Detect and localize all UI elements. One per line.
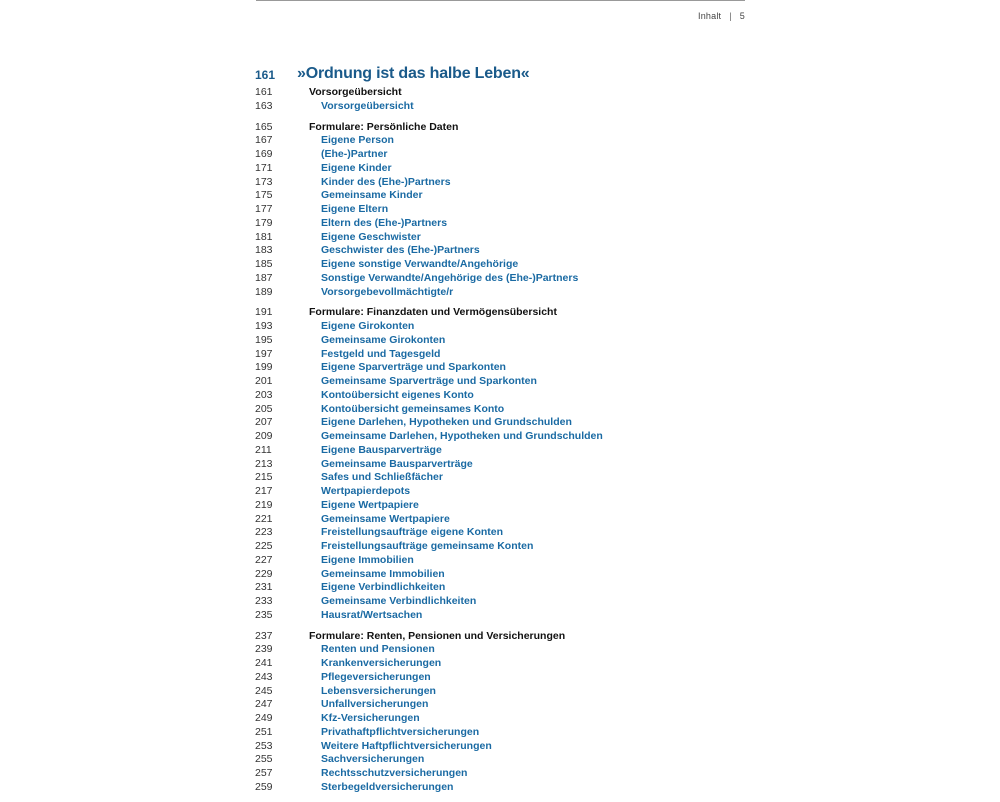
toc-page-number: 191 <box>255 306 273 319</box>
running-head-separator: | <box>729 11 732 21</box>
toc-entry-link[interactable] <box>255 781 815 795</box>
toc-group <box>255 306 815 622</box>
toc-page-number: 245 <box>255 684 273 697</box>
toc-entry-link[interactable] <box>255 513 815 527</box>
toc-section-label: Formulare: Persönliche Daten <box>309 120 459 133</box>
toc-page-number: 259 <box>255 780 273 793</box>
toc-page-number: 221 <box>255 512 273 525</box>
toc-page-number: 241 <box>255 657 273 669</box>
toc-entry-link[interactable] <box>255 430 815 444</box>
toc-page-number: 165 <box>255 120 273 133</box>
toc-group <box>255 630 815 795</box>
toc-page-number: 175 <box>255 189 273 202</box>
toc-entry-link[interactable] <box>255 286 815 300</box>
toc-page-number: 201 <box>255 375 273 387</box>
toc-page-number: 207 <box>255 416 273 429</box>
toc-entry-link[interactable] <box>255 698 815 712</box>
toc-page-number: 235 <box>255 608 273 621</box>
toc-page-number: 219 <box>255 498 273 511</box>
toc-entry-label: Eigene Person <box>321 134 394 147</box>
toc-entry-label: Gemeinsame Kinder <box>321 189 423 202</box>
toc-page-number: 249 <box>255 712 273 724</box>
toc-page-number: 161 <box>255 86 273 98</box>
toc-entry-link[interactable] <box>255 217 815 231</box>
toc-entry-link[interactable] <box>255 471 815 485</box>
toc-entry-link[interactable] <box>255 767 815 781</box>
toc-entry-link[interactable] <box>255 540 815 554</box>
toc-page-number: 187 <box>255 271 273 284</box>
toc-page-number: 169 <box>255 148 273 160</box>
running-head <box>600 11 745 21</box>
toc-entry-label: (Ehe-)Partner <box>321 148 388 160</box>
toc-entry-label: Eigene Bausparverträge <box>321 443 442 456</box>
toc-entry-link[interactable] <box>255 485 815 499</box>
toc-page-number: 167 <box>255 134 273 147</box>
toc-entry-label: Weitere Haftpflichtversicherungen <box>321 739 492 752</box>
toc-entry-label: Kontoübersicht eigenes Konto <box>321 388 474 401</box>
toc-entry-label: Kinder des (Ehe-)Partners <box>321 175 451 188</box>
toc-entry-link[interactable] <box>255 685 815 699</box>
toc-entry-link[interactable] <box>255 375 815 389</box>
toc-entry-label: Eigene sonstige Verwandte/Angehörige <box>321 258 519 270</box>
toc-page-number: 199 <box>255 361 273 374</box>
toc-entry-label: Pflegeversicherungen <box>321 670 431 683</box>
toc-page-number: 183 <box>255 244 273 257</box>
toc-page-number: 237 <box>255 629 273 642</box>
toc-entry-link[interactable] <box>255 712 815 726</box>
toc-page-number: 227 <box>255 553 273 566</box>
toc-entry-label: Rechtsschutzversicherungen <box>321 767 468 779</box>
toc-entry-label: Sachversicherungen <box>321 753 425 766</box>
toc-entry-label: Festgeld und Tagesgeld <box>321 347 441 360</box>
toc-entry-label: Geschwister des (Ehe-)Partners <box>321 244 480 257</box>
toc-page-number: 257 <box>255 767 273 779</box>
toc-page-number: 193 <box>255 320 273 332</box>
toc-entry-label: Gemeinsame Bausparverträge <box>321 457 473 470</box>
toc-page-number: 223 <box>255 526 273 539</box>
toc-entry-label: Eigene Kinder <box>321 161 392 174</box>
toc-entry-link[interactable] <box>255 554 815 568</box>
toc-entry-link[interactable] <box>255 231 815 245</box>
toc-page-number: 255 <box>255 753 273 766</box>
toc-section-heading[interactable] <box>255 306 815 320</box>
running-head-page-number: 5 <box>739 11 745 21</box>
toc-entry-label: Vorsorgeübersicht <box>321 99 414 112</box>
toc-entry-link[interactable] <box>255 740 815 754</box>
toc-page-number: 185 <box>255 258 273 270</box>
toc-entry-label: Eigene Verbindlichkeiten <box>321 581 446 594</box>
toc-entry-link[interactable] <box>255 100 815 114</box>
toc-page-number: 225 <box>255 540 273 552</box>
toc-entry-label: Eigene Sparverträge und Sparkonten <box>321 361 506 374</box>
toc-page-number: 189 <box>255 285 273 298</box>
toc-page-number: 233 <box>255 595 273 607</box>
toc-entry-link[interactable] <box>255 458 815 472</box>
toc-page-number: 217 <box>255 485 273 497</box>
chapter-heading[interactable] <box>255 66 755 86</box>
toc-entry-label: Eigene Immobilien <box>321 553 414 566</box>
toc-page-number: 215 <box>255 471 273 484</box>
toc-entry-link[interactable] <box>255 244 815 258</box>
toc-entry-label: Krankenversicherungen <box>321 657 442 669</box>
toc-section-label: Formulare: Renten, Pensionen und Versicherungen <box>309 629 566 642</box>
toc-entry-label: Gemeinsame Girokonten <box>321 333 446 346</box>
toc-entry-label: Sonstige Verwandte/Angehörige des (Ehe-)Partners <box>321 271 579 284</box>
toc-entry-label: Safes und Schließfächer <box>321 471 443 484</box>
toc-entry-label: Eigene Geschwister <box>321 230 421 243</box>
toc-entry-link[interactable] <box>255 609 815 623</box>
toc-entry-link[interactable] <box>255 162 815 176</box>
toc-page-number: 209 <box>255 430 273 442</box>
toc-entry-link[interactable] <box>255 403 815 417</box>
toc-entry-label: Gemeinsame Verbindlichkeiten <box>321 595 477 607</box>
toc-entry-label: Unfallversicherungen <box>321 698 429 711</box>
toc-entry-link[interactable] <box>255 272 815 286</box>
toc-section-heading[interactable] <box>255 121 815 135</box>
table-of-contents <box>255 86 815 802</box>
toc-entry-label: Eigene Eltern <box>321 203 389 215</box>
toc-page-number: 173 <box>255 175 273 188</box>
toc-entry-link[interactable] <box>255 444 815 458</box>
toc-page-number: 177 <box>255 203 273 215</box>
toc-entry-label: Freistellungsaufträge eigene Konten <box>321 526 504 539</box>
toc-entry-link[interactable] <box>255 361 815 375</box>
toc-page-number: 181 <box>255 230 273 243</box>
toc-entry-link[interactable] <box>255 189 815 203</box>
toc-entry-label: Gemeinsame Sparverträge und Sparkonten <box>321 375 537 387</box>
toc-entry-link[interactable] <box>255 134 815 148</box>
toc-section-heading[interactable] <box>255 86 815 100</box>
toc-entry-label: Sterbegeldversicherungen <box>321 780 454 793</box>
toc-entry-link[interactable] <box>255 581 815 595</box>
toc-page-number: 179 <box>255 216 273 229</box>
toc-entry-link[interactable] <box>255 568 815 582</box>
top-rule <box>256 0 745 1</box>
toc-page-number: 251 <box>255 725 273 738</box>
toc-page-number: 197 <box>255 347 273 360</box>
toc-entry-link[interactable] <box>255 176 815 190</box>
toc-section-heading[interactable] <box>255 630 815 644</box>
toc-entry-label: Gemeinsame Darlehen, Hypotheken und Grundschulden <box>321 430 603 442</box>
running-head-section: Inhalt <box>698 11 722 21</box>
toc-page-number: 163 <box>255 99 273 112</box>
toc-group <box>255 86 815 114</box>
toc-entry-label: Gemeinsame Immobilien <box>321 567 445 580</box>
toc-entry-link[interactable] <box>255 753 815 767</box>
toc-entry-link[interactable] <box>255 148 815 162</box>
toc-page-number: 195 <box>255 333 273 346</box>
toc-entry-link[interactable] <box>255 258 815 272</box>
toc-entry-label: Privathaftpflichtversicherungen <box>321 725 480 738</box>
toc-entry-label: Wertpapierdepots <box>321 485 411 497</box>
toc-entry-link[interactable] <box>255 657 815 671</box>
toc-page-number: 239 <box>255 643 273 656</box>
toc-entry-label: Vorsorgebevollmächtigte/r <box>321 285 454 298</box>
toc-entry-label: Renten und Pensionen <box>321 643 435 656</box>
toc-entry-label: Freistellungsaufträge gemeinsame Konten <box>321 540 534 552</box>
toc-entry-link[interactable] <box>255 671 815 685</box>
toc-page-number: 203 <box>255 388 273 401</box>
toc-entry-link[interactable] <box>255 726 815 740</box>
toc-entry-label: Gemeinsame Wertpapiere <box>321 512 450 525</box>
toc-entry-link[interactable] <box>255 643 815 657</box>
toc-group <box>255 121 815 300</box>
toc-section-label: Formulare: Finanzdaten und Vermögensübersicht <box>309 306 557 319</box>
toc-entry-label: Hausrat/Wertsachen <box>321 608 423 621</box>
toc-entry-link[interactable] <box>255 499 815 513</box>
toc-entry-link[interactable] <box>255 526 815 540</box>
toc-entry-link[interactable] <box>255 334 815 348</box>
toc-entry-link[interactable] <box>255 203 815 217</box>
toc-page-number: 211 <box>255 443 272 456</box>
toc-page-number: 247 <box>255 698 273 711</box>
toc-entry-link[interactable] <box>255 348 815 362</box>
toc-entry-link[interactable] <box>255 595 815 609</box>
toc-entry-label: Lebensversicherungen <box>321 684 436 697</box>
toc-entry-label: Kontoübersicht gemeinsames Konto <box>321 402 505 415</box>
toc-entry-label: Eigene Darlehen, Hypotheken und Grundschulden <box>321 416 572 429</box>
toc-entry-link[interactable] <box>255 320 815 334</box>
toc-page-number: 213 <box>255 457 273 470</box>
toc-page-number: 171 <box>255 161 273 174</box>
toc-page-number: 229 <box>255 567 273 580</box>
toc-entry-link[interactable] <box>255 389 815 403</box>
toc-page-number: 205 <box>255 402 273 415</box>
toc-entry-link[interactable] <box>255 416 815 430</box>
toc-page-number: 231 <box>255 581 273 594</box>
chapter-page-number: 161 <box>255 68 276 82</box>
toc-entry-label: Eigene Girokonten <box>321 320 415 332</box>
toc-page-number: 243 <box>255 670 273 683</box>
toc-entry-label: Kfz-Versicherungen <box>321 712 420 724</box>
toc-section-label: Vorsorgeübersicht <box>309 86 402 98</box>
toc-page-number: 253 <box>255 739 273 752</box>
chapter-title: »Ordnung ist das halbe Leben« <box>297 65 530 82</box>
toc-entry-label: Eltern des (Ehe-)Partners <box>321 216 448 229</box>
toc-entry-label: Eigene Wertpapiere <box>321 498 419 511</box>
